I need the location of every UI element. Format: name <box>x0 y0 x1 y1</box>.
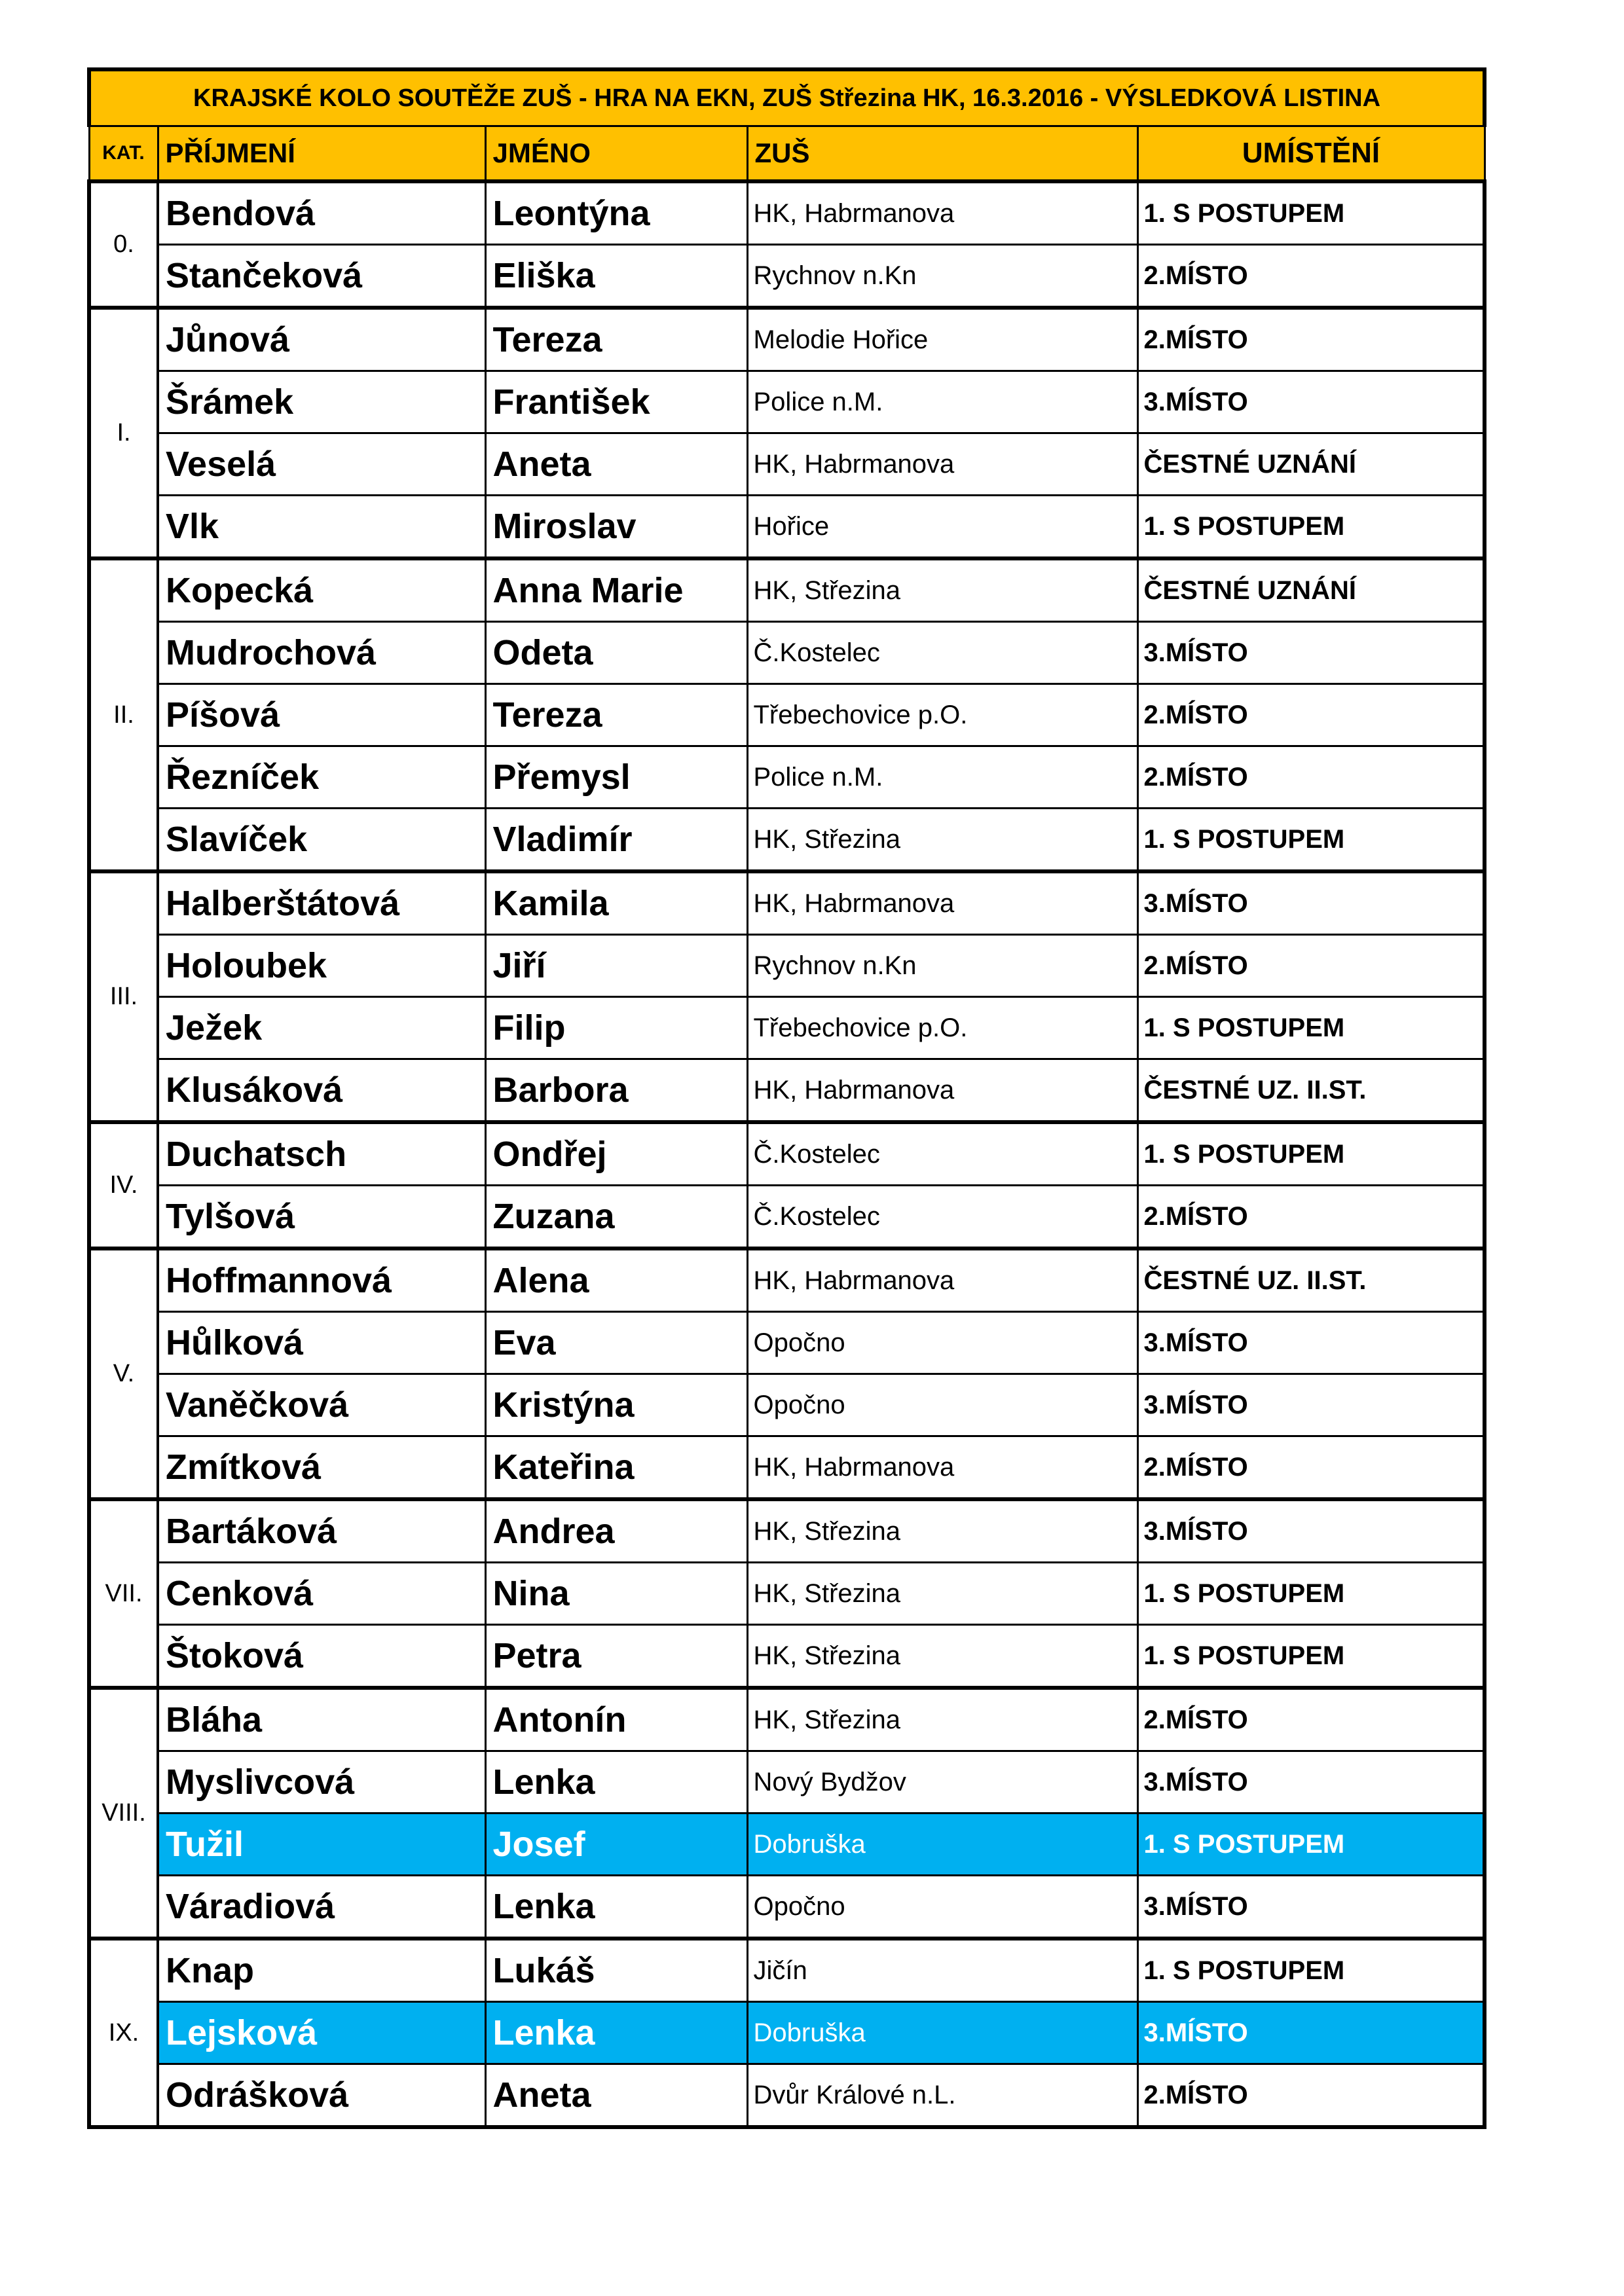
place-cell: 3.MÍSTO <box>1137 1876 1485 1939</box>
place-cell: 2.MÍSTO <box>1137 935 1485 997</box>
table-row <box>89 1688 1485 1751</box>
table-row <box>89 1625 1485 1688</box>
table-row <box>89 1186 1485 1249</box>
school-cell: Č.Kostelec <box>747 622 1137 684</box>
name-cell: Petra <box>485 1625 747 1688</box>
surname-cell: Bartáková <box>158 1499 485 1563</box>
name-cell: Eva <box>485 1312 747 1374</box>
surname-cell: Hoffmannová <box>158 1248 485 1312</box>
table-row <box>89 1499 1485 1563</box>
name-cell: Přemysl <box>485 746 747 809</box>
surname-cell: Halberštátová <box>158 871 485 935</box>
name-cell: Tereza <box>485 308 747 371</box>
table-row <box>89 622 1485 684</box>
surname-cell: Knap <box>158 1939 485 2002</box>
header-surname: PŘÍJMENÍ <box>158 126 485 182</box>
place-cell: 1. S POSTUPEM <box>1137 1563 1485 1625</box>
place-cell: ČESTNÉ UZ. II.ST. <box>1137 1248 1485 1312</box>
name-cell: Anna Marie <box>485 558 747 622</box>
category-cell: IX. <box>89 1939 158 2127</box>
school-cell: Dobruška <box>747 2002 1137 2064</box>
school-cell: HK, Habrmanova <box>747 1059 1137 1123</box>
table-row <box>89 746 1485 809</box>
category-cell: V. <box>89 1248 158 1499</box>
table-row <box>89 1876 1485 1939</box>
name-cell: Antonín <box>485 1688 747 1751</box>
table-row <box>89 496 1485 559</box>
place-cell: 2.MÍSTO <box>1137 308 1485 371</box>
place-cell: 3.MÍSTO <box>1137 1751 1485 1813</box>
surname-cell: Zmítková <box>158 1436 485 1500</box>
table-row <box>89 308 1485 371</box>
table-row <box>89 2064 1485 2128</box>
table-row <box>89 1374 1485 1436</box>
surname-cell: Hůlková <box>158 1312 485 1374</box>
place-cell: 3.MÍSTO <box>1137 1374 1485 1436</box>
table-row <box>89 1312 1485 1374</box>
table-row <box>89 1436 1485 1500</box>
name-cell: Aneta <box>485 433 747 496</box>
name-cell: Lenka <box>485 2002 747 2064</box>
place-cell: 2.MÍSTO <box>1137 2064 1485 2128</box>
school-cell: Hořice <box>747 496 1137 559</box>
school-cell: Police n.M. <box>747 746 1137 809</box>
surname-cell: Vlk <box>158 496 485 559</box>
place-cell: 3.MÍSTO <box>1137 871 1485 935</box>
school-cell: Č.Kostelec <box>747 1122 1137 1186</box>
school-cell: HK, Habrmanova <box>747 181 1137 245</box>
name-cell: Kamila <box>485 871 747 935</box>
school-cell: Opočno <box>747 1374 1137 1436</box>
place-cell: 2.MÍSTO <box>1137 245 1485 308</box>
surname-cell: Lejsková <box>158 2002 485 2064</box>
table-row <box>89 1939 1485 2002</box>
school-cell: HK, Střezina <box>747 1625 1137 1688</box>
school-cell: Rychnov n.Kn <box>747 935 1137 997</box>
place-cell: 2.MÍSTO <box>1137 746 1485 809</box>
name-cell: Nina <box>485 1563 747 1625</box>
table-row <box>89 1751 1485 1813</box>
header-school: ZUŠ <box>747 126 1137 182</box>
school-cell: HK, Střezina <box>747 1499 1137 1563</box>
table-row <box>89 245 1485 308</box>
name-cell: Odeta <box>485 622 747 684</box>
surname-cell: Šrámek <box>158 371 485 433</box>
category-cell: IV. <box>89 1122 158 1248</box>
table-body <box>89 69 1485 2127</box>
surname-cell: Kopecká <box>158 558 485 622</box>
surname-cell: Odrášková <box>158 2064 485 2128</box>
surname-cell: Ježek <box>158 997 485 1059</box>
school-cell: HK, Habrmanova <box>747 433 1137 496</box>
place-cell: 3.MÍSTO <box>1137 622 1485 684</box>
school-cell: Dvůr Králové n.L. <box>747 2064 1137 2128</box>
name-cell: Lukáš <box>485 1939 747 2002</box>
surname-cell: Váradiová <box>158 1876 485 1939</box>
school-cell: Nový Bydžov <box>747 1751 1137 1813</box>
title-row <box>89 69 1485 126</box>
place-cell: 3.MÍSTO <box>1137 2002 1485 2064</box>
name-cell: Alena <box>485 1248 747 1312</box>
name-cell: Barbora <box>485 1059 747 1123</box>
school-cell: Č.Kostelec <box>747 1186 1137 1249</box>
name-cell: Miroslav <box>485 496 747 559</box>
name-cell: Kristýna <box>485 1374 747 1436</box>
surname-cell: Řezníček <box>158 746 485 809</box>
header-kat: KAT. <box>89 126 158 182</box>
header-row <box>89 126 1485 182</box>
table-row <box>89 997 1485 1059</box>
name-cell: Leontýna <box>485 181 747 245</box>
category-cell: II. <box>89 558 158 871</box>
surname-cell: Stančeková <box>158 245 485 308</box>
place-cell: ČESTNÉ UZ. II.ST. <box>1137 1059 1485 1123</box>
school-cell: HK, Habrmanova <box>747 1248 1137 1312</box>
name-cell: Aneta <box>485 2064 747 2128</box>
name-cell: Jiří <box>485 935 747 997</box>
category-cell: VII. <box>89 1499 158 1688</box>
school-cell: Třebechovice p.O. <box>747 997 1137 1059</box>
school-cell: HK, Střezina <box>747 809 1137 872</box>
table-row <box>89 809 1485 872</box>
surname-cell: Slavíček <box>158 809 485 872</box>
place-cell: 1. S POSTUPEM <box>1137 1813 1485 1876</box>
table-row <box>89 2002 1485 2064</box>
surname-cell: Píšová <box>158 684 485 746</box>
name-cell: Eliška <box>485 245 747 308</box>
surname-cell: Myslivcová <box>158 1751 485 1813</box>
surname-cell: Bendová <box>158 181 485 245</box>
place-cell: 3.MÍSTO <box>1137 1499 1485 1563</box>
category-cell: I. <box>89 308 158 558</box>
school-cell: Dobruška <box>747 1813 1137 1876</box>
table-row <box>89 1059 1485 1123</box>
table-row <box>89 433 1485 496</box>
name-cell: Kateřina <box>485 1436 747 1500</box>
table-row <box>89 1563 1485 1625</box>
table-row <box>89 1813 1485 1876</box>
table-row <box>89 1122 1485 1186</box>
table-row <box>89 1248 1485 1312</box>
results-table <box>87 67 1486 2129</box>
place-cell: 1. S POSTUPEM <box>1137 809 1485 872</box>
school-cell: HK, Střezina <box>747 1688 1137 1751</box>
school-cell: Police n.M. <box>747 371 1137 433</box>
school-cell: HK, Habrmanova <box>747 1436 1137 1500</box>
table-row <box>89 684 1485 746</box>
school-cell: Jičín <box>747 1939 1137 2002</box>
surname-cell: Jůnová <box>158 308 485 371</box>
surname-cell: Tylšová <box>158 1186 485 1249</box>
header-name: JMÉNO <box>485 126 747 182</box>
table-row <box>89 871 1485 935</box>
school-cell: HK, Střezina <box>747 1563 1137 1625</box>
name-cell: František <box>485 371 747 433</box>
table-row <box>89 371 1485 433</box>
surname-cell: Bláha <box>158 1688 485 1751</box>
place-cell: 1. S POSTUPEM <box>1137 1625 1485 1688</box>
surname-cell: Veselá <box>158 433 485 496</box>
table-row <box>89 935 1485 997</box>
name-cell: Tereza <box>485 684 747 746</box>
place-cell: ČESTNÉ UZNÁNÍ <box>1137 433 1485 496</box>
surname-cell: Vaněčková <box>158 1374 485 1436</box>
table-row <box>89 181 1485 245</box>
name-cell: Ondřej <box>485 1122 747 1186</box>
school-cell: Melodie Hořice <box>747 308 1137 371</box>
school-cell: Opočno <box>747 1312 1137 1374</box>
place-cell: 3.MÍSTO <box>1137 1312 1485 1374</box>
category-cell: III. <box>89 871 158 1122</box>
place-cell: 1. S POSTUPEM <box>1137 181 1485 245</box>
name-cell: Vladimír <box>485 809 747 872</box>
place-cell: 1. S POSTUPEM <box>1137 1939 1485 2002</box>
name-cell: Lenka <box>485 1876 747 1939</box>
surname-cell: Duchatsch <box>158 1122 485 1186</box>
school-cell: Třebechovice p.O. <box>747 684 1137 746</box>
place-cell: 1. S POSTUPEM <box>1137 997 1485 1059</box>
surname-cell: Mudrochová <box>158 622 485 684</box>
place-cell: 1. S POSTUPEM <box>1137 496 1485 559</box>
place-cell: 2.MÍSTO <box>1137 1186 1485 1249</box>
surname-cell: Klusáková <box>158 1059 485 1123</box>
place-cell: 2.MÍSTO <box>1137 1436 1485 1500</box>
name-cell: Lenka <box>485 1751 747 1813</box>
school-cell: HK, Střezina <box>747 558 1137 622</box>
school-cell: Opočno <box>747 1876 1137 1939</box>
name-cell: Josef <box>485 1813 747 1876</box>
name-cell: Zuzana <box>485 1186 747 1249</box>
name-cell: Andrea <box>485 1499 747 1563</box>
place-cell: 1. S POSTUPEM <box>1137 1122 1485 1186</box>
surname-cell: Cenková <box>158 1563 485 1625</box>
category-cell: VIII. <box>89 1688 158 1939</box>
header-place: UMÍSTĚNÍ <box>1137 126 1485 182</box>
place-cell: 2.MÍSTO <box>1137 684 1485 746</box>
surname-cell: Štoková <box>158 1625 485 1688</box>
table-row <box>89 558 1485 622</box>
surname-cell: Tužil <box>158 1813 485 1876</box>
school-cell: Rychnov n.Kn <box>747 245 1137 308</box>
category-cell: 0. <box>89 181 158 308</box>
place-cell: ČESTNÉ UZNÁNÍ <box>1137 558 1485 622</box>
surname-cell: Holoubek <box>158 935 485 997</box>
place-cell: 2.MÍSTO <box>1137 1688 1485 1751</box>
name-cell: Filip <box>485 997 747 1059</box>
table-title: KRAJSKÉ KOLO SOUTĚŽE ZUŠ - HRA NA EKN, ZUŠ Střezina HK, 16.3.2016 - VÝSLEDKOVÁ LISTINA <box>89 69 1485 126</box>
place-cell: 3.MÍSTO <box>1137 371 1485 433</box>
school-cell: HK, Habrmanova <box>747 871 1137 935</box>
